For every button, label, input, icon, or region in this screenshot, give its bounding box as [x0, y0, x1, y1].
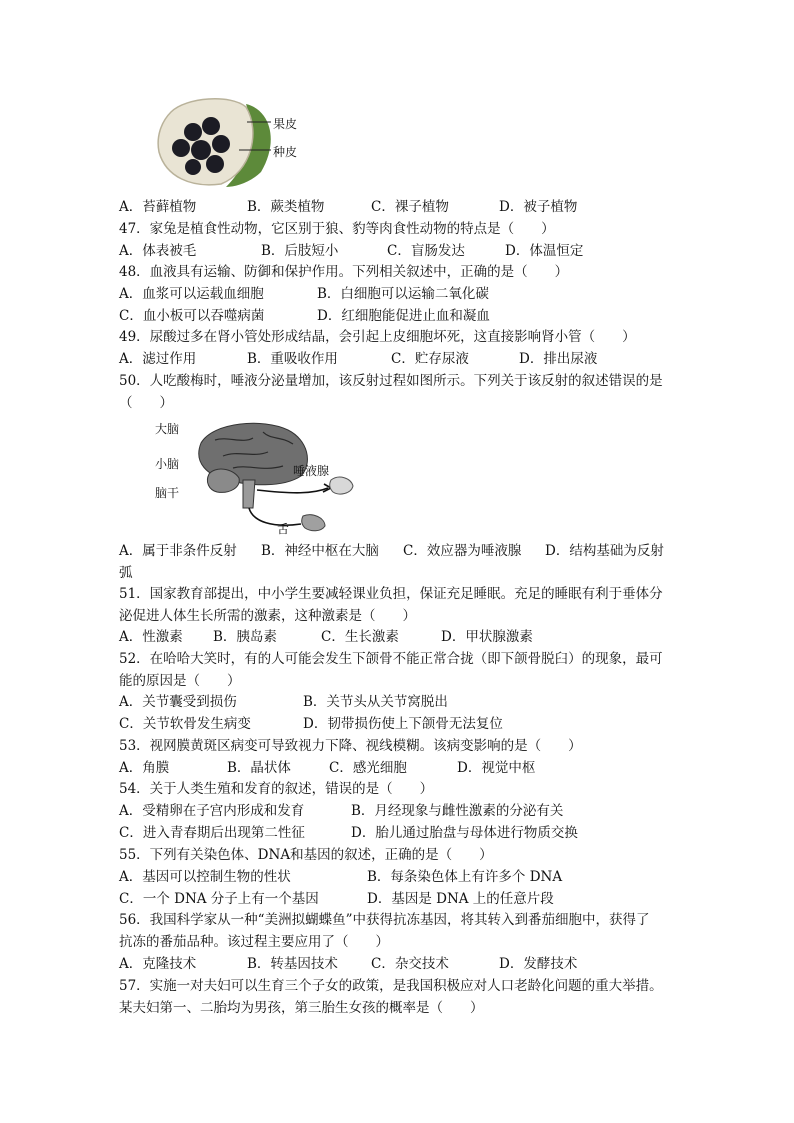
q57-stem-line2: 某夫妇第一、二胎均为男孩，第三胎生女孩的概率是（ ）	[119, 1000, 484, 1016]
q53-stem: 53．视网膜黄斑区病变可导致视力下降、视线模糊。该病变影响的是（ ）	[119, 738, 582, 754]
q51-option-b[interactable]: B．胰岛素	[213, 629, 277, 645]
q49-option-c[interactable]: C．贮存尿液	[391, 351, 469, 367]
q54-option-b[interactable]: B．月经现象与雌性激素的分泌有关	[351, 803, 564, 819]
q47-option-a[interactable]: A．体表被毛	[119, 243, 197, 259]
q51-option-d[interactable]: D．甲状腺激素	[441, 629, 533, 645]
label-brainstem: 脑干	[155, 486, 180, 500]
label-cerebrum: 大脑	[155, 422, 180, 436]
q52-options-row1	[119, 692, 689, 712]
label-cerebellum: 小脑	[155, 457, 180, 471]
q52-option-a[interactable]: A．关节囊受到损伤	[119, 694, 237, 710]
q52-stem-line1: 52．在哈哈大笑时，有的人可能会发生下颌骨不能正常合拢（即下颌骨脱臼）的现象，最可	[119, 651, 663, 667]
q51-option-c[interactable]: C．生长激素	[321, 629, 399, 645]
label-salivary: 唾液腺	[293, 464, 330, 478]
q49-option-a[interactable]: A．滤过作用	[119, 351, 197, 367]
q50-option-b[interactable]: B．神经中枢在大脑	[261, 543, 379, 559]
q52-stem-line2: 能的原因是（ ）	[119, 673, 241, 689]
q51-stem-line1: 51．国家教育部提出，中小学生要减轻课业负担，保证充足睡眠。充足的睡眠有利于垂体分	[119, 586, 663, 602]
label-pericarp: 果皮	[273, 117, 298, 131]
brainstem-shape	[243, 480, 255, 508]
q50-option-c[interactable]: C．效应器为唾液腺	[403, 543, 522, 559]
q51-option-a[interactable]: A．性激素	[119, 629, 183, 645]
q57-stem-line1: 57．实施一对夫妇可以生育三个子女的政策，是我国积极应对人口老龄化问题的重大举措。	[119, 978, 663, 994]
q53-option-c[interactable]: C．感光细胞	[329, 760, 407, 776]
q53-option-d[interactable]: D．视觉中枢	[457, 760, 536, 776]
q54-options-row1	[119, 801, 689, 821]
q48-option-b[interactable]: B．白细胞可以运输二氧化碳	[317, 286, 489, 302]
q48-options-row1	[119, 284, 689, 304]
q46-options	[119, 197, 689, 217]
q56-stem-line1: 56．我国科学家从一种“美洲拟蝴蝶鱼”中获得抗冻基因，将其转入到番茄细胞中，获得了	[119, 912, 650, 928]
q55-option-c[interactable]: C．一个 DNA 分子上有一个基因	[119, 891, 319, 907]
q46-option-b[interactable]: B．蕨类植物	[247, 199, 325, 215]
q50-options	[119, 541, 689, 561]
q50-stem-line1: 50．人吃酸梅时，唾液分泌量增加，该反射过程如图所示。下列关于该反射的叙述错误的是	[119, 373, 663, 389]
q52-options-row2	[119, 714, 689, 734]
q56-option-d[interactable]: D．发酵技术	[499, 956, 578, 972]
q48-option-c[interactable]: C．血小板可以吞噬病菌	[119, 308, 265, 324]
q48-stem: 48．血液具有运输、防御和保护作用。下列相关叙述中，正确的是（ ）	[119, 264, 569, 280]
q54-option-a[interactable]: A．受精卵在子宫内形成和发育	[119, 803, 305, 819]
q49-options	[119, 349, 689, 369]
q54-stem: 54．关于人类生殖和发育的叙述，错误的是（ ）	[119, 781, 434, 797]
q48-options-row2	[119, 306, 689, 326]
q52-option-c[interactable]: C．关节软骨发生病变	[119, 716, 251, 732]
q53-option-a[interactable]: A．角膜	[119, 760, 170, 776]
q47-option-b[interactable]: B．后肢短小	[261, 243, 339, 259]
q54-option-d[interactable]: D．胎儿通过胎盘与母体进行物质交换	[351, 825, 578, 841]
label-seedcoat: 种皮	[273, 145, 298, 159]
q49-stem: 49．尿酸过多在肾小管处形成结晶，会引起上皮细胞坏死，这直接影响肾小管（ ）	[119, 329, 636, 345]
q56-option-a[interactable]: A．克隆技术	[119, 956, 197, 972]
q49-option-b[interactable]: B．重吸收作用	[247, 351, 338, 367]
q47-stem: 47．家兔是植食性动物，它区别于狼、豹等肉食性动物的特点是（ ）	[119, 221, 555, 237]
q48-option-a[interactable]: A．血浆可以运载血细胞	[119, 286, 264, 302]
reflex-arc-figure	[153, 418, 383, 538]
q52-option-b[interactable]: B．关节头从关节窝脱出	[303, 694, 448, 710]
q51-options	[119, 627, 689, 647]
q56-option-b[interactable]: B．转基因技术	[247, 956, 338, 972]
tongue-shape	[302, 515, 325, 531]
q55-option-d[interactable]: D．基因是 DNA 上的任意片段	[367, 891, 554, 907]
q56-options	[119, 954, 689, 974]
q55-option-a[interactable]: A．基因可以控制生物的性状	[119, 869, 291, 885]
q55-option-b[interactable]: B．每条染色体上有许多个 DNA	[367, 869, 563, 885]
q50-stem-line2: （ ）	[119, 395, 173, 411]
q46-option-a[interactable]: A．苔藓植物	[119, 199, 197, 215]
q51-stem-line2: 泌促进人体生长所需的激素，这种激素是（ ）	[119, 608, 416, 624]
q53-option-b[interactable]: B．晶状体	[227, 760, 291, 776]
q46-option-c[interactable]: C．裸子植物	[371, 199, 449, 215]
cerebellum-shape	[207, 469, 239, 492]
q48-option-d[interactable]: D．红细胞能促进止血和凝血	[317, 308, 490, 324]
q55-stem: 55．下列有关染色体、DNA和基因的叙述，正确的是（ ）	[119, 847, 493, 863]
salivary-gland-shape	[330, 477, 353, 494]
q47-option-c[interactable]: C．盲肠发达	[387, 243, 465, 259]
q55-options-row1	[119, 867, 689, 887]
q47-options	[119, 241, 689, 261]
q54-options-row2	[119, 823, 689, 843]
q46-option-d[interactable]: D．被子植物	[499, 199, 578, 215]
q53-options	[119, 758, 689, 778]
q54-option-c[interactable]: C．进入青春期后出现第二性征	[119, 825, 305, 841]
q50-option-wrap: 弧	[119, 565, 133, 581]
q56-option-c[interactable]: C．杂交技术	[371, 956, 449, 972]
q47-option-d[interactable]: D．体温恒定	[505, 243, 584, 259]
q56-stem-line2: 抗冻的番茄品种。该过程主要应用了（ ）	[119, 934, 389, 950]
q55-options-row2	[119, 889, 689, 909]
q52-option-d[interactable]: D．韧带损伤使上下颌骨无法复位	[303, 716, 503, 732]
q50-option-a[interactable]: A．属于非条件反射	[119, 543, 237, 559]
q50-option-d[interactable]: D．结构基础为反射	[545, 543, 664, 559]
q49-option-d[interactable]: D．排出尿液	[519, 351, 598, 367]
label-tongue: 舌	[277, 522, 290, 536]
seed-pod-figure	[151, 92, 311, 192]
